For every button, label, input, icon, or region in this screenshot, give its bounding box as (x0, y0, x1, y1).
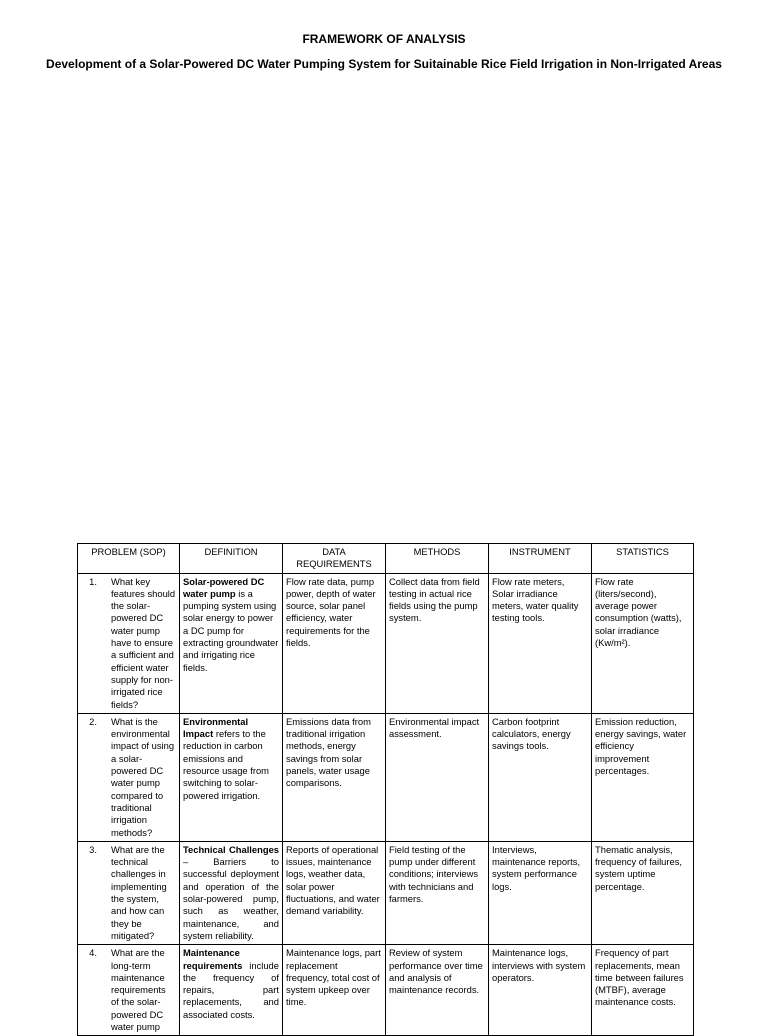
document-subtitle: Development of a Solar-Powered DC Water Pumping System for Suitainable Rice Field Irrigation in Non-Irrigated Areas (46, 57, 722, 71)
statistics-cell: Frequency of part replacements, mean time between failures (MTBF), average maintenance costs. (592, 945, 694, 1036)
instrument-cell: Interviews, maintenance reports, system performance logs. (489, 841, 592, 944)
framework-table (77, 543, 694, 1036)
instrument-cell: Carbon footprint calculators, energy savings tools. (489, 713, 592, 841)
data-requirements-cell: Maintenance logs, part replacement frequency, total cost of system upkeep over time. (283, 945, 386, 1036)
methods-cell: Field testing of the pump under different conditions; interviews with technicians and farmers. (386, 841, 489, 944)
definition-term: Environmental Impact (183, 715, 249, 740)
problem-text: What is the environmental impact of using a solar-powered DC water pump compared to traditional irrigation methods? (111, 715, 175, 838)
definition-text: – Barriers to successful deployment and operation of the solar-powered pump, such as weather, maintenance, and system reliability. (183, 856, 279, 941)
data-requirements-cell: Flow rate data, pump power, depth of water source, solar panel efficiency, water requirements for the fields. (283, 573, 386, 713)
document-title: FRAMEWORK OF ANALYSIS (302, 32, 466, 46)
definition-cell (180, 945, 283, 1036)
definition-text: is a pumping system using solar energy to power a DC pump for extracting groundwater and irrigating rice fields. (183, 587, 279, 673)
definition-text: include the frequency of repairs, part replacements, and associated costs. (183, 959, 279, 1020)
problem-number: 1. (89, 575, 97, 587)
problem-text: What key features should the solar-powered DC water pump have to ensure a sufficient and efficient water supply for non-irrigated rice fields? (111, 575, 176, 710)
header-data-requirements: DATA REQUIREMENTS (283, 544, 386, 574)
definition-cell (180, 841, 283, 944)
table-row (78, 945, 694, 1036)
problem-number: 3. (89, 843, 97, 855)
statistics-cell: Flow rate (liters/second), average power consumption (watts), solar irradiance (Kw/m²). (592, 573, 694, 713)
table-row (78, 573, 694, 713)
instrument-cell: Maintenance logs, interviews with system operators. (489, 945, 592, 1036)
definition-cell (180, 573, 283, 713)
data-requirements-cell: Reports of operational issues, maintenance logs, weather data, solar power fluctuations, and water demand variability. (283, 841, 386, 944)
problem-cell (78, 945, 180, 1036)
problem-text: What are the technical challenges in implementing the system, and how can they be mitigated? (111, 843, 167, 941)
definition-term: Maintenance requirements (183, 947, 243, 971)
table-row (78, 841, 694, 944)
header-statistics: STATISTICS (592, 544, 694, 574)
definition-cell (180, 713, 283, 841)
definition-text: refers to the reduction in carbon emissions and resource usage from switching to solar-powered irrigation. (183, 728, 269, 801)
header-methods: METHODS (386, 544, 489, 574)
header-instrument: INSTRUMENT (489, 544, 592, 574)
methods-cell: Environmental impact assessment. (386, 713, 489, 841)
problem-cell (78, 841, 180, 944)
table-header-row (78, 544, 694, 574)
methods-cell: Collect data from field testing in actual rice fields using the pump system. (386, 573, 489, 713)
data-requirements-cell: Emissions data from traditional irrigation methods, energy savings from solar panels, water usage comparisons. (283, 713, 386, 841)
header-definition: DEFINITION (180, 544, 283, 574)
problem-number: 2. (89, 715, 97, 727)
problem-number: 4. (89, 947, 97, 959)
table-row (78, 713, 694, 841)
instrument-cell: Flow rate meters, Solar irradiance meters, water quality testing tools. (489, 573, 592, 713)
statistics-cell: Thematic analysis, frequency of failures, system uptime percentage. (592, 841, 694, 944)
problem-text: What are the long-term maintenance requirements of the solar-powered DC water pump (111, 947, 166, 1032)
definition-term: Technical Challenges (183, 843, 279, 855)
header-problem: PROBLEM (SOP) (78, 544, 180, 574)
problem-cell (78, 713, 180, 841)
statistics-cell: Emission reduction, energy savings, water efficiency improvement percentages. (592, 713, 694, 841)
methods-cell: Review of system performance over time and analysis of maintenance records. (386, 945, 489, 1036)
definition-term: Solar-powered DC water pump (183, 575, 265, 599)
problem-cell (78, 573, 180, 713)
